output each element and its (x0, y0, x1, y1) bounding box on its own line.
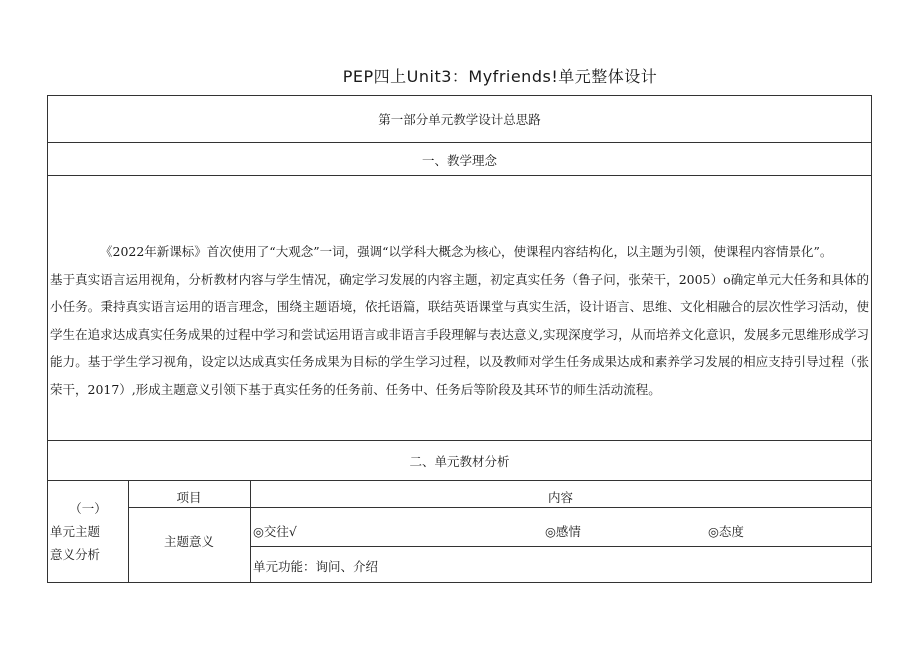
section-one-heading: 一、教学理念 (421, 153, 497, 168)
row-divider (48, 440, 871, 441)
option-emotion: ◎感情 (545, 524, 581, 539)
row-divider (250, 546, 871, 547)
row-divider (250, 507, 871, 508)
part-one-heading: 第一部分单元教学设计总思路 (378, 112, 541, 127)
row-label-theme-meaning: 主题意义 (163, 534, 214, 549)
section-two-heading: 二、单元教材分析 (409, 454, 510, 469)
paragraph-line: 《2022年新课标》首次使用了“大观念”一词，强调“以学科大概念为核心，使课程内容结构化，以主题为引领，使课程内容情景化”。 (100, 244, 833, 259)
header-content: 内容 (547, 490, 573, 505)
group-label-line: 意义分析 (50, 547, 101, 562)
row-divider (48, 142, 871, 143)
teaching-philosophy-text (50, 238, 869, 404)
document-title: PEP四上Unit3：Myfriends!单元整体设计 (342, 67, 658, 86)
header-item: 项目 (176, 490, 202, 505)
design-table (47, 95, 872, 583)
paragraph-line: 基于真实语言运用视角，分析教材内容与学生情况，确定学习发展的内容主题，初定真实任务（鲁子问，张荣干，2005）o确定单元大任务和具体的小任务。秉持真实语言运用的语言理念，围绕主题语境，依托语篇，联结英语课堂与真实生活，设计语言、思维、文化相融合的层次性学习活动，使学生在追求达成真实任务成果的过程中学习和尝试运用语言或非语言手段理解与表达意义,实现深度学习，从而培养文化意识，发展多元思维形成学习能力。基于学生学习视角，设定以达成真实任务成果为目标的学生学习过程，以及教师对学生任务成果达成和素养学习发展的相应支持引导过程（张荣干，2017）,形成主题意义引领下基于真实任务的任务前、任务中、任务后等阶段及其环节的师生活动流程。 (50, 271, 869, 397)
option-interaction: ◎交往√ (253, 524, 297, 539)
option-attitude: ◎态度 (708, 524, 744, 539)
unit-function-line: 单元功能：询问、介绍 (253, 559, 379, 574)
row-divider (128, 507, 250, 508)
row-divider (48, 175, 871, 176)
row-divider (48, 480, 871, 481)
group-label-line: 单元主题 (50, 524, 101, 539)
group-number: （一） (69, 501, 107, 516)
